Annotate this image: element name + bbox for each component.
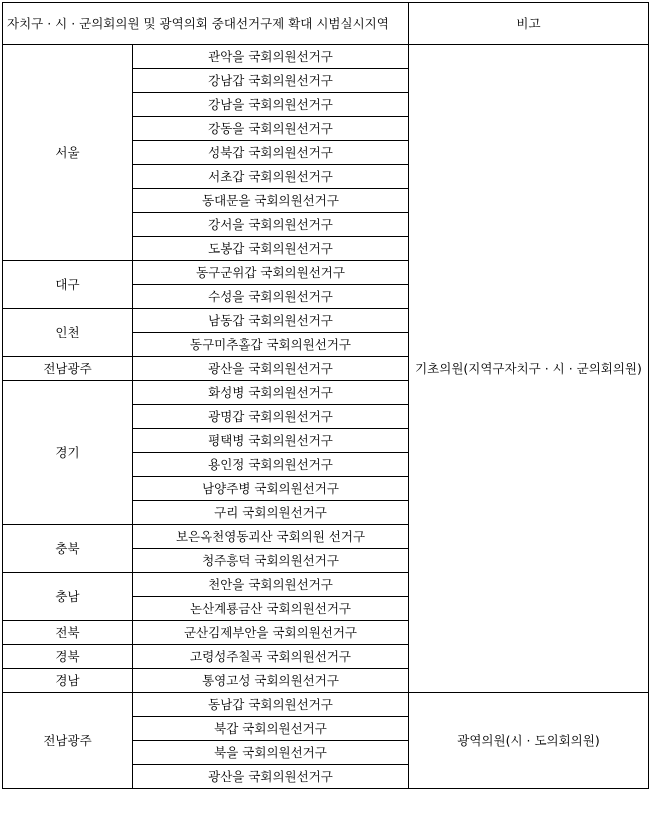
district-cell: 용인정 국회의원선거구 xyxy=(133,453,409,477)
district-cell: 동남갑 국회의원선거구 xyxy=(133,693,409,717)
region-cell: 인천 xyxy=(3,309,133,357)
district-cell: 광산을 국회의원선거구 xyxy=(133,357,409,381)
region-cell: 경기 xyxy=(3,381,133,525)
header-row xyxy=(3,3,649,45)
district-cell: 관악을 국회의원선거구 xyxy=(133,45,409,69)
district-cell: 강남을 국회의원선거구 xyxy=(133,93,409,117)
district-cell: 도봉갑 국회의원선거구 xyxy=(133,237,409,261)
district-cell: 동대문을 국회의원선거구 xyxy=(133,189,409,213)
pilot-district-table xyxy=(2,2,649,789)
region-cell: 충남 xyxy=(3,573,133,621)
district-cell: 보은옥천영동괴산 국회의원 선거구 xyxy=(133,525,409,549)
district-cell: 광명갑 국회의원선거구 xyxy=(133,405,409,429)
note-cell: 기초의원(지역구자치구 · 시 · 군의회의원) xyxy=(409,45,649,693)
region-cell: 경북 xyxy=(3,645,133,669)
region-cell: 경남 xyxy=(3,669,133,693)
district-cell: 강서을 국회의원선거구 xyxy=(133,213,409,237)
region-cell: 대구 xyxy=(3,261,133,309)
header-note-cell: 비고 xyxy=(409,3,649,45)
district-cell: 평택병 국회의원선거구 xyxy=(133,429,409,453)
region-cell: 전북 xyxy=(3,621,133,645)
district-cell: 수성을 국회의원선거구 xyxy=(133,285,409,309)
region-cell: 전남광주 xyxy=(3,357,133,381)
district-cell: 성북갑 국회의원선거구 xyxy=(133,141,409,165)
document-page xyxy=(2,2,649,789)
district-cell: 남동갑 국회의원선거구 xyxy=(133,309,409,333)
region-cell: 서울 xyxy=(3,45,133,261)
header-region-cell: 자치구 · 시 · 군의회의원 및 광역의회 중대선거구제 확대 시범실시지역 xyxy=(3,3,409,45)
district-cell: 군산김제부안을 국회의원선거구 xyxy=(133,621,409,645)
table-row xyxy=(3,45,649,69)
table-row xyxy=(3,693,649,717)
district-cell: 화성병 국회의원선거구 xyxy=(133,381,409,405)
table-body xyxy=(3,3,649,789)
note-cell: 광역의원(시 · 도의회의원) xyxy=(409,693,649,789)
district-cell: 고령성주칠곡 국회의원선거구 xyxy=(133,645,409,669)
district-cell: 서초갑 국회의원선거구 xyxy=(133,165,409,189)
district-cell: 청주흥덕 국회의원선거구 xyxy=(133,549,409,573)
district-cell: 강남갑 국회의원선거구 xyxy=(133,69,409,93)
region-cell: 전남광주 xyxy=(3,693,133,789)
district-cell: 구리 국회의원선거구 xyxy=(133,501,409,525)
district-cell: 북을 국회의원선거구 xyxy=(133,741,409,765)
district-cell: 광산을 국회의원선거구 xyxy=(133,765,409,789)
district-cell: 통영고성 국회의원선거구 xyxy=(133,669,409,693)
district-cell: 북갑 국회의원선거구 xyxy=(133,717,409,741)
district-cell: 남양주병 국회의원선거구 xyxy=(133,477,409,501)
district-cell: 강동을 국회의원선거구 xyxy=(133,117,409,141)
district-cell: 동구미추홀갑 국회의원선거구 xyxy=(133,333,409,357)
region-cell: 충북 xyxy=(3,525,133,573)
district-cell: 천안을 국회의원선거구 xyxy=(133,573,409,597)
district-cell: 동구군위갑 국회의원선거구 xyxy=(133,261,409,285)
district-cell: 논산계룡금산 국회의원선거구 xyxy=(133,597,409,621)
